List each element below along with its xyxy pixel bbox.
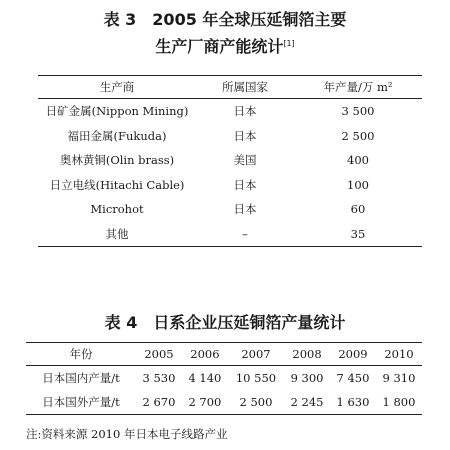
table3-cell-output: 35 — [350, 226, 366, 241]
table4-header-2010: 2010 — [376, 343, 422, 366]
table4-header-row — [26, 343, 422, 366]
table3-cell-output: 2 500 — [341, 128, 375, 143]
table4-header-2005: 2005 — [136, 343, 182, 366]
table4-cell: 9 300 — [290, 371, 324, 385]
table4-cell: 2 245 — [290, 395, 324, 409]
table-row — [38, 197, 422, 222]
table3-cell-output: 60 — [350, 202, 366, 217]
table-row — [38, 148, 422, 173]
table3-cell-country: 日本 — [233, 202, 257, 217]
table4-cell: 2 500 — [239, 395, 273, 409]
table3-cell-output: 100 — [347, 177, 369, 192]
table3-title-line1: 表 3 2005 年全球压延铜箔主要 — [103, 10, 347, 29]
table3-cell-producer: 日矿金属(Nippon Mining) — [45, 104, 189, 119]
table3-cell-country: 日本 — [233, 104, 257, 119]
table3-header-row — [38, 76, 422, 99]
table4-row-label: 日本国外产量/t — [42, 395, 120, 409]
table3-cell-producer: 日立电线(Hitachi Cable) — [49, 177, 185, 192]
table4-cell: 1 800 — [382, 395, 416, 409]
table-row — [38, 222, 422, 247]
table4-cell: 7 450 — [336, 371, 370, 385]
table4-title: 表 4 日系企业压延铜箔产量统计 — [104, 313, 346, 332]
table3-header-output: 年产量/万 m² — [294, 76, 422, 99]
table3-cell-output: 3 500 — [341, 104, 375, 119]
table4-header-2009: 2009 — [330, 343, 376, 366]
table4-cell: 2 700 — [188, 395, 222, 409]
table3-cell-producer: 其他 — [105, 226, 129, 241]
table4-cell: 3 530 — [142, 371, 176, 385]
table-row — [38, 99, 422, 124]
table4-header-2008: 2008 — [284, 343, 330, 366]
table3-cell-output: 400 — [347, 153, 369, 168]
table4-cell: 10 550 — [235, 371, 277, 385]
table3-title-line2-text: 生产厂商产能统计 — [155, 37, 284, 56]
table3-cell-country: – — [242, 226, 248, 241]
table3-cell-producer: Microhot — [90, 202, 144, 217]
table3-cell-producer: 福田金属(Fukuda) — [67, 128, 167, 143]
table3-header-producer: 生产商 — [38, 76, 196, 99]
table3-title — [0, 8, 450, 59]
source-note: 注:资料来源 2010 年日本电子线路产业 — [26, 427, 228, 441]
table3-cell-producer: 奥林黄铜(Olin brass) — [59, 153, 175, 168]
table4-cell: 1 630 — [336, 395, 370, 409]
table3-title-line2 — [0, 32, 450, 59]
table3-title-ref: [1] — [283, 39, 295, 48]
table-row — [26, 366, 422, 391]
table4-cell: 2 670 — [142, 395, 176, 409]
table-row — [38, 124, 422, 149]
table3-cell-country: 日本 — [233, 177, 257, 192]
table-row — [26, 390, 422, 415]
table4-cell: 4 140 — [188, 371, 222, 385]
table3-header-country: 所属国家 — [196, 76, 294, 99]
table3 — [38, 75, 422, 247]
table3-cell-country: 日本 — [233, 128, 257, 143]
table3-cell-country: 美国 — [233, 153, 257, 168]
table4-header-2006: 2006 — [182, 343, 228, 366]
table4-row-label: 日本国内产量/t — [42, 371, 120, 385]
table4-header-2007: 2007 — [228, 343, 284, 366]
table4-header-year: 年份 — [26, 343, 136, 366]
table4 — [26, 342, 422, 415]
table4-cell: 9 310 — [382, 371, 416, 385]
table-row — [38, 173, 422, 198]
